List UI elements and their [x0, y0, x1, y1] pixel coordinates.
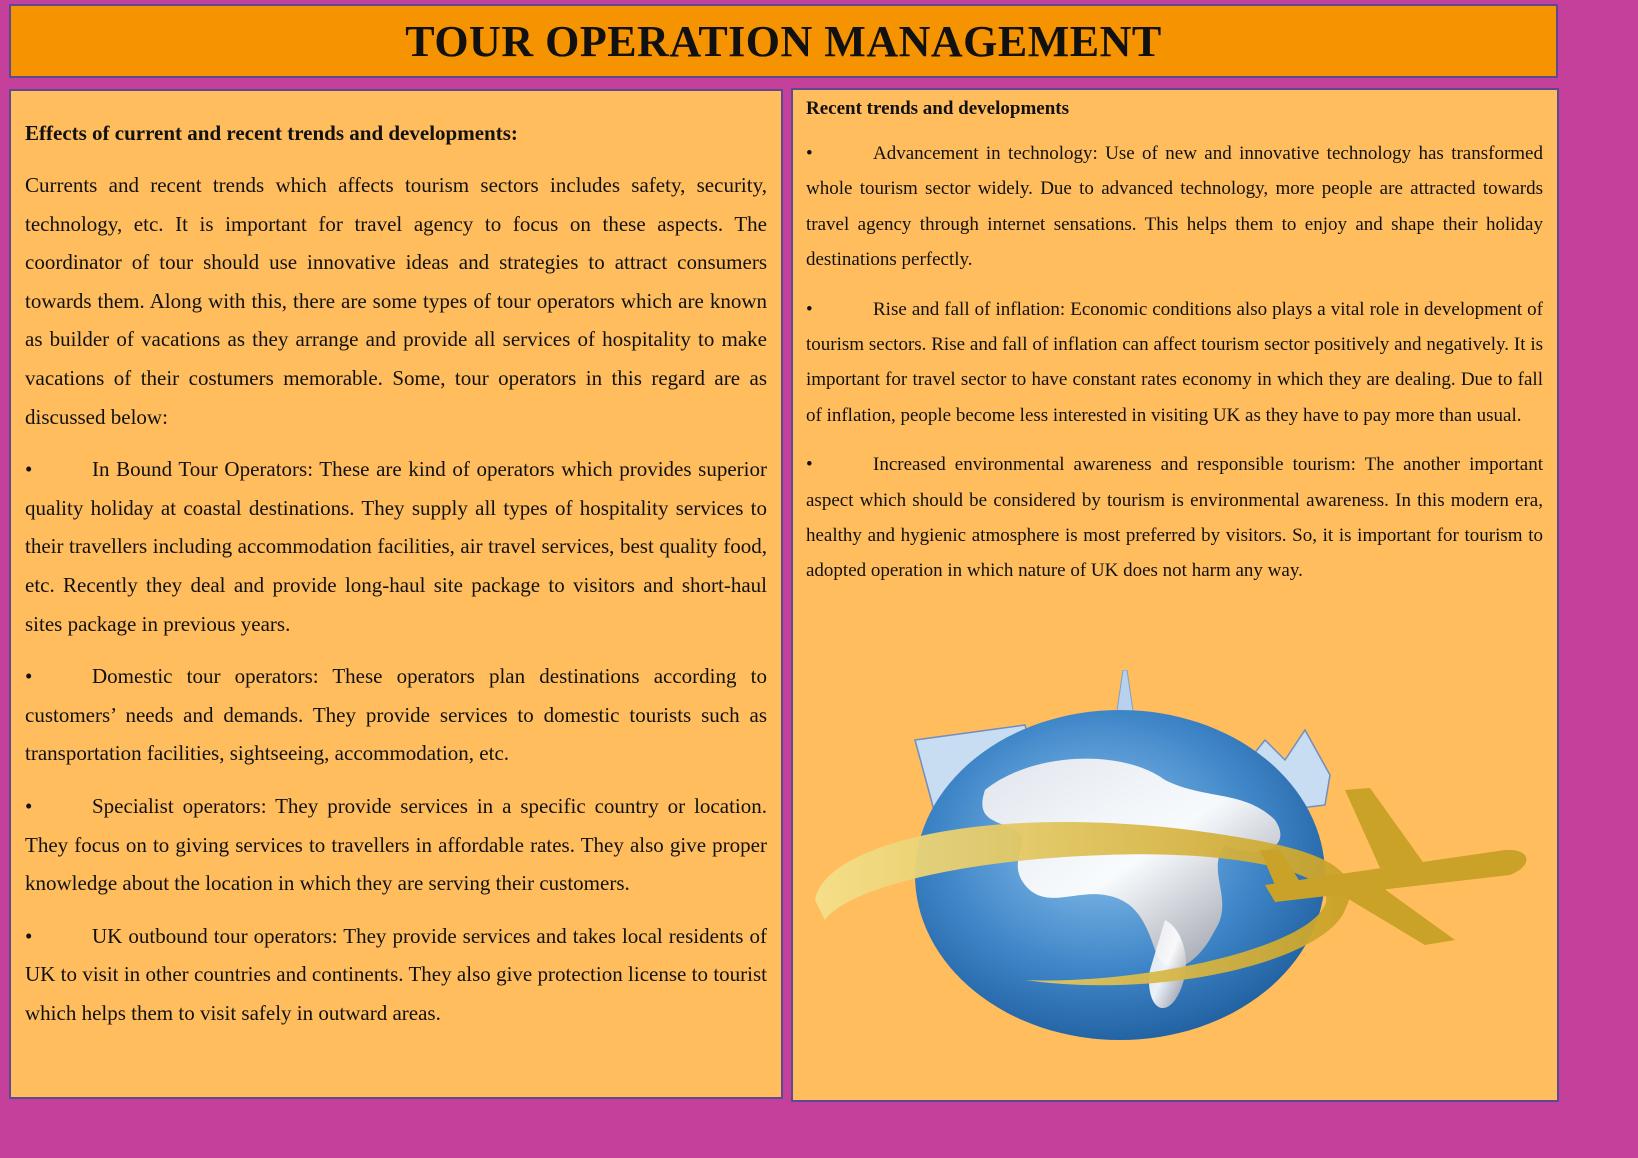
left-panel	[9, 89, 783, 1099]
page-title: TOUR OPERATION MANAGEMENT	[405, 16, 1162, 66]
bullet-item	[25, 450, 767, 643]
bullet-text: UK outbound tour operators: They provide services and takes local residents of UK to visit in other countries and continents. They also give protection license to tourist which helps them to visit safely in outward areas.	[25, 923, 767, 1025]
bullet-text: Advancement in technology: Use of new and innovative technology has transformed whole tourism sector widely. Due to advanced technology, more people are attracted towards travel agency through internet sensations. This helps them to enjoy and shape their holiday destinations perfectly.	[806, 143, 1543, 271]
bullet-symbol: •	[25, 664, 33, 689]
title-bar	[9, 4, 1558, 78]
bullet-item	[806, 447, 1543, 589]
bullet-symbol: •	[25, 793, 33, 818]
bullet-symbol: •	[806, 454, 813, 476]
bullet-text: Domestic tour operators: These operators plan destinations according to customers’ needs and demands. They provide services to domestic tourists such as transportation facilities, sightseeing, accommodation, etc.	[25, 664, 767, 766]
left-heading: Effects of current and recent trends and developments:	[25, 121, 518, 145]
right-panel	[791, 88, 1559, 1102]
bullet-text: Rise and fall of inflation: Economic conditions also plays a vital role in development of tourism sectors. Rise and fall of inflation can affect tourism sector positively and negatively. It is important for travel sector to have constant rates economy in which they are dealing. Due to fall of inflation, people become less interested in visiting UK as they have to pay more than usual.	[806, 298, 1543, 426]
bullet-text: Specialist operators: They provide services in a specific country or location. They focus on to giving services to travellers in affordable rates. They also give proper knowledge about the location in which they are serving their customers.	[25, 793, 767, 896]
globe-airplane-icon	[805, 670, 1535, 1050]
bullet-item	[25, 787, 767, 903]
bullet-item	[25, 917, 767, 1033]
bullet-item	[806, 292, 1543, 434]
bullet-text: In Bound Tour Operators: These are kind of operators which provides superior quality holiday at coastal destinations. They supply all types of hospitality services to their travellers including accommodation facilities, air travel services, best quality food, etc. Recently they deal and provide long-haul site package to visitors and short-haul sites package in previous years.	[25, 457, 767, 636]
bullet-symbol: •	[25, 457, 33, 482]
bullet-item	[25, 657, 767, 773]
travel-illustration	[805, 670, 1535, 1050]
bullet-symbol: •	[806, 143, 813, 164]
bullet-symbol: •	[806, 298, 813, 320]
bullet-symbol: •	[25, 923, 33, 948]
intro-paragraph: Currents and recent trends which affects tourism sectors includes safety, security, technology, etc. It is important for travel agency to focus on these aspects. The coordinator of tour should use innovative ideas and strategies to attract consumers towards them. Along with this, there are some types of tour operators which are known as builder of vacations as they arrange and provide all services of hospitality to make vacations of their costumers memorable. Some, tour operators in this regard are as discussed below:	[25, 173, 767, 429]
right-heading: Recent trends and developments	[806, 98, 1070, 119]
bullet-item	[806, 136, 1543, 278]
bullet-text: Increased environmental awareness and responsible tourism: The another important aspect which should be considered by tourism is environmental awareness. In this modern era, healthy and hygienic atmosphere is most preferred by visitors. So, it is important for tourism to adopted operation in which nature of UK does not harm any way.	[806, 454, 1543, 582]
